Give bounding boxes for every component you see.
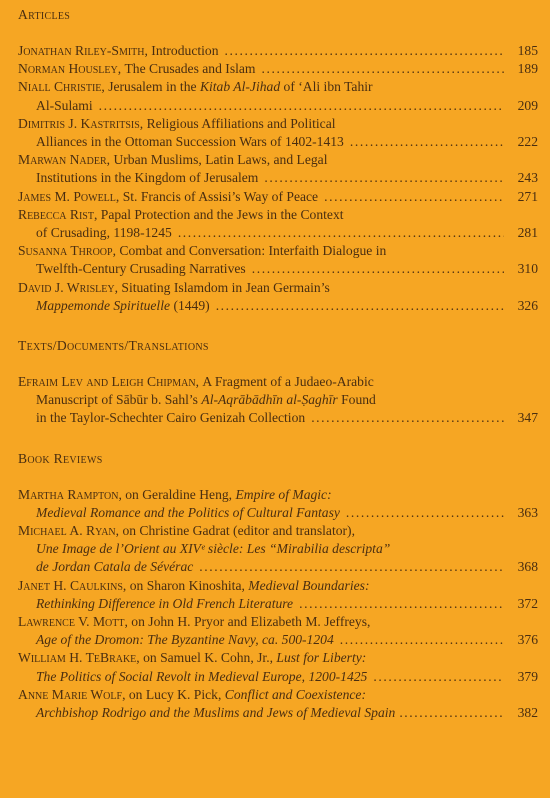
section-title-articles: Articles [18, 7, 71, 22]
leader-dots [99, 97, 504, 115]
title-continued: (1449) [173, 297, 210, 313]
title: St. Francis of Assisi’s Way of Peace [122, 188, 319, 204]
page-number: 372 [517, 595, 538, 611]
page-number: 326 [517, 297, 538, 313]
leader-dots [225, 42, 505, 60]
author: Susanna Throop [18, 243, 113, 259]
title: Introduction [151, 43, 219, 58]
leader-dots [311, 409, 504, 427]
title-continued: Found [341, 392, 376, 408]
article-entry: Marwan Nader , Urban Muslims, Latin Laws, and Legal Institutions in the Kingdom of Jerusalem ..... 243 [18, 151, 538, 187]
title: Urban Muslims, Latin Laws, and Legal [113, 152, 328, 168]
title-continued-italic: Une Image de l’Orient au XIVᵉ siècle: Les “Mirabilia descripta” [36, 541, 391, 557]
article-entry: Niall Christie , Jerusalem in the Kitab Al-Jihad of ‘Ali ibn Tahir Al-Sulami ..... 209 [18, 78, 538, 114]
leader-dots [262, 60, 505, 78]
page-number: 281 [517, 225, 538, 241]
title-continued-italic: Age of the Dromon: The Byzantine Navy, ca. 500-1204 [36, 632, 334, 648]
title: Situating Islamdom in Jean Germain’s [121, 279, 330, 295]
title-continued: Al-Sulami [36, 97, 93, 113]
title: on Sharon Kinoshita, [129, 577, 245, 593]
title: Papal Protection and the Jews in the Context [100, 206, 344, 222]
page-number: 209 [517, 97, 538, 113]
article-entry: James M. Powell , St. Francis of Assisi’s Way of Peace ..... 271 [18, 188, 538, 206]
text-entry: Efraim Lev and Leigh Chipman , A Fragment of a Judaeo-Arabic Manuscript of Sābūr b. Sahl’s Al-Aqrābādhīn al-Ṣaghīr Found in the Taylor-Schechter Cairo Genizah Collection ..... 347 [18, 373, 538, 428]
title-continued-italic: de Jordan Catala de Sévérac [36, 559, 194, 575]
author: Jonathan Riley-Smith [18, 43, 145, 58]
leader-dots [216, 297, 504, 315]
leader-dots [252, 260, 504, 278]
leader-dots [346, 504, 504, 522]
title: Combat and Conversation: Interfaith Dialogue in [119, 243, 387, 259]
section-title-texts: Texts/Documents/Translations [18, 338, 209, 354]
leader-dots [340, 631, 504, 649]
author: David J. Wrisley [18, 279, 115, 295]
author: Dimitris J. Kastritsis [18, 115, 140, 131]
page-number: 243 [517, 170, 538, 186]
author: Michael A. Ryan [18, 523, 116, 539]
review-entry: William H. TeBrake , on Samuel K. Cohn, Jr., Lust for Liberty: The Politics of Social Revolt in Medieval Europe, 1200-1425 ..... 379 [18, 649, 538, 685]
author: Rebecca Rist [18, 206, 94, 222]
author: William H. TeBrake [18, 650, 137, 666]
leader-dots [399, 704, 504, 722]
review-entry: Lawrence V. Mott , on John H. Pryor and Elizabeth M. Jeffreys, Age of the Dromon: The Byzantine Navy, ca. 500-1204 ..... 376 [18, 613, 538, 649]
article-entry: Rebecca Rist , Papal Protection and the Jews in the Context of Crusading, 1198-1245 ..... 281 [18, 206, 538, 242]
page-number: 363 [517, 504, 538, 520]
title-continued-italic: Medieval Romance and the Politics of Cultural Fantasy [36, 504, 340, 520]
page-number: 222 [517, 134, 538, 150]
review-entry: Martha Rampton , on Geraldine Heng, Empire of Magic: Medieval Romance and the Politics of Cultural Fantasy ..... 363 [18, 486, 538, 522]
title-italic: Kitab Al-Jihad [199, 79, 281, 95]
author: Janet H. Caulkins [18, 577, 123, 593]
title: A Fragment of a Judaeo-Arabic [202, 374, 374, 390]
review-entry: Michael A. Ryan , on Christine Gadrat (editor and translator), Une Image de l’Orient au XIVᵉ siècle: Les “Mirabilia descripta” de Jordan Catala de Sévérac ..... 368 [18, 522, 538, 577]
author: Lawrence V. Mott [18, 614, 125, 630]
article-entry: Norman Housley , The Crusades and Islam ..... 189 [18, 60, 538, 78]
author: Efraim Lev and Leigh Chipman [18, 374, 196, 390]
leader-dots [373, 668, 504, 686]
leader-dots [264, 169, 504, 187]
leader-dots [350, 133, 504, 151]
title-continued-italic: Mappemonde Spirituelle [36, 297, 171, 313]
title-continued: of Crusading, 1198-1245 [36, 225, 172, 241]
author: Marwan Nader [18, 152, 107, 168]
author: Anne Marie Wolf [18, 686, 123, 702]
title: on Samuel K. Cohn, Jr., [143, 650, 273, 666]
section-title-reviews: Book Reviews [18, 450, 103, 466]
title: Jerusalem in the [108, 79, 197, 95]
review-entry: Janet H. Caulkins , on Sharon Kinoshita, Medieval Boundaries: Rethinking Difference in Old French Literature ..... 372 [18, 577, 538, 613]
page-number: 382 [517, 705, 538, 721]
leader-dots [324, 188, 504, 206]
article-entry: Jonathan Riley-Smith , Introduction ..... 185 [18, 42, 538, 60]
page-number: 379 [517, 668, 538, 684]
title-continued: Twelfth-Century Crusading Narratives [36, 261, 246, 277]
review-entry: Anne Marie Wolf , on Lucy K. Pick, Conflict and Coexistence: Archbishop Rodrigo and the Muslims and Jews of Medieval Spain ..... 382 [18, 686, 538, 722]
title: on Geraldine Heng, [125, 486, 233, 502]
author: Niall Christie [18, 79, 102, 95]
article-entry: Dimitris J. Kastritsis , Religious Affiliations and Political Alliances in the Ottoman Succession Wars of 1402-1413 ..... 222 [18, 115, 538, 151]
title-italic: Al-Aqrābādhīn al-Ṣaghīr [201, 392, 338, 408]
title-continued: Institutions in the Kingdom of Jerusalem [36, 170, 259, 186]
title: of ‘Ali ibn Tahir [283, 79, 373, 95]
title-italic: Conflict and Coexistence: [224, 686, 366, 702]
title-continued: Alliances in the Ottoman Succession Wars of 1402-1413 [36, 134, 344, 150]
page-number: 310 [517, 261, 538, 277]
page-number: 347 [517, 410, 538, 426]
title-italic: Lust for Liberty: [276, 650, 367, 666]
title: on Lucy K. Pick, [128, 686, 222, 702]
page-number: 368 [517, 559, 538, 575]
page-number: 185 [517, 43, 538, 58]
title-continued-italic: Archbishop Rodrigo and the Muslims and Jews of Medieval Spain [36, 705, 396, 721]
title-continued-italic: The Politics of Social Revolt in Medieval Europe, 1200-1425 [36, 668, 368, 684]
author: Martha Rampton [18, 486, 119, 502]
title-italic: Empire of Magic: [235, 486, 332, 502]
title: on Christine Gadrat (editor and translator), [122, 523, 355, 539]
author: Norman Housley [18, 61, 118, 77]
article-entry: Susanna Throop , Combat and Conversation: Interfaith Dialogue in Twelfth-Century Crusading Narratives ..... 310 [18, 242, 538, 278]
title-continued: Manuscript of Sābūr b. Sahl’s [36, 392, 198, 408]
leader-dots [299, 595, 504, 613]
title-continued: in the Taylor-Schechter Cairo Genizah Collection [36, 410, 306, 426]
page-number: 271 [517, 188, 538, 204]
page-number: 376 [517, 632, 538, 648]
page-number: 189 [517, 61, 538, 77]
title: on John H. Pryor and Elizabeth M. Jeffreys, [131, 614, 371, 630]
title-continued-italic: Rethinking Difference in Old French Literature [36, 595, 294, 611]
author: James M. Powell [18, 188, 116, 204]
leader-dots [178, 224, 504, 242]
title-italic: Medieval Boundaries: [248, 577, 370, 593]
title: Religious Affiliations and Political [146, 115, 336, 131]
leader-dots [199, 558, 504, 576]
title: The Crusades and Islam [124, 61, 256, 77]
article-entry: David J. Wrisley , Situating Islamdom in Jean Germain’s Mappemonde Spirituelle (1449) ..... 326 [18, 279, 538, 315]
